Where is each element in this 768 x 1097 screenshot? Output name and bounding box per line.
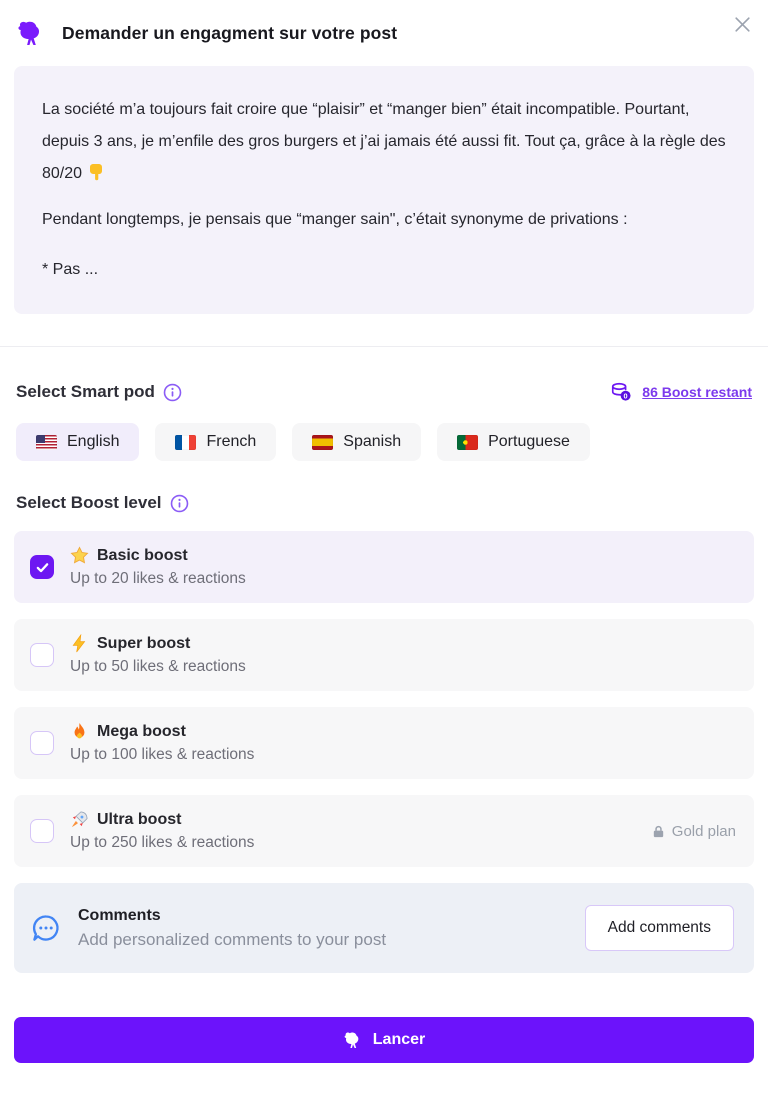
post-paragraph	[42, 94, 726, 190]
boost-credits[interactable]	[610, 381, 752, 403]
boost-title: Ultra boost	[97, 810, 182, 828]
rocket-icon	[70, 810, 89, 829]
boost-restant-link[interactable]: 86 Boost restant	[642, 384, 752, 400]
boost-options	[14, 531, 754, 867]
star-icon	[70, 546, 89, 565]
podawaa-duck-logo-icon	[16, 18, 46, 48]
gold-plan-label: Gold plan	[671, 822, 736, 840]
checkbox-checked[interactable]	[30, 555, 54, 579]
info-icon[interactable]	[170, 494, 189, 513]
flag-fr-icon	[175, 435, 196, 450]
language-pills	[16, 423, 752, 461]
fire-icon	[70, 722, 89, 741]
modal-header	[0, 0, 768, 60]
coins-icon	[610, 381, 632, 403]
language-pill-french[interactable]	[155, 423, 276, 461]
lock-icon	[651, 824, 666, 839]
post-paragraph: Pendant longtemps, je pensais que “manger sain", c’était synonyme de privations :	[42, 211, 628, 228]
language-label: Spanish	[343, 433, 402, 450]
boost-option-super[interactable]	[14, 619, 754, 691]
smart-pod-header	[16, 381, 752, 403]
gold-plan-badge	[651, 823, 736, 840]
smart-pod-label: Select Smart pod	[16, 382, 155, 401]
language-pill-spanish[interactable]	[292, 423, 421, 461]
launch-button[interactable]	[14, 1017, 754, 1063]
add-comments-button[interactable]: Add comments	[585, 905, 734, 951]
close-icon[interactable]	[730, 12, 754, 36]
boost-option-ultra[interactable]	[14, 795, 754, 867]
boost-subtitle: Up to 250 likes & reactions	[70, 834, 255, 851]
divider	[0, 346, 768, 347]
svg-text:0: 0	[623, 391, 628, 401]
language-label: English	[67, 433, 120, 450]
boost-title: Super boost	[97, 634, 191, 652]
boost-level-label: Select Boost level	[16, 493, 162, 512]
point-down-hand-icon	[86, 162, 106, 182]
checkbox-unchecked[interactable]	[30, 643, 54, 667]
flag-us-icon	[36, 435, 57, 450]
boost-subtitle: Up to 20 likes & reactions	[70, 570, 246, 587]
post-paragraph: * Pas ...	[42, 261, 99, 278]
boost-subtitle: Up to 100 likes & reactions	[70, 746, 255, 763]
boost-option-basic[interactable]	[14, 531, 754, 603]
chat-bubble-icon	[30, 912, 62, 944]
boost-title: Basic boost	[97, 546, 188, 564]
checkbox-unchecked[interactable]	[30, 731, 54, 755]
post-preview	[14, 66, 754, 314]
boost-subtitle: Up to 50 likes & reactions	[70, 658, 246, 675]
post-text: La société m’a toujours fait croire que “plaisir” et “manger bien” était incompatible. Pourtant, depuis 3 ans, je m’enfile des gros burgers et j’ai jamais été aussi fit. Tout ça, grâce à la règle des 80/20	[42, 101, 726, 182]
checkbox-unchecked[interactable]	[30, 819, 54, 843]
comments-section	[14, 883, 754, 973]
flag-pt-icon	[457, 435, 478, 450]
boost-option-mega[interactable]	[14, 707, 754, 779]
boost-level-header	[16, 493, 752, 513]
lightning-icon	[70, 634, 89, 653]
comments-subtitle: Add personalized comments to your post	[78, 929, 387, 949]
modal-title: Demander un engagment sur votre post	[62, 22, 398, 43]
info-icon[interactable]	[163, 383, 182, 402]
flag-es-icon	[312, 435, 333, 450]
language-label: Portuguese	[488, 433, 570, 450]
duck-icon	[343, 1030, 363, 1050]
language-label: French	[206, 433, 257, 450]
boost-title: Mega boost	[97, 722, 186, 740]
launch-label: Lancer	[372, 1031, 426, 1048]
language-pill-english[interactable]	[16, 423, 139, 461]
comments-title: Comments	[78, 906, 161, 924]
language-pill-portuguese[interactable]	[437, 423, 590, 461]
